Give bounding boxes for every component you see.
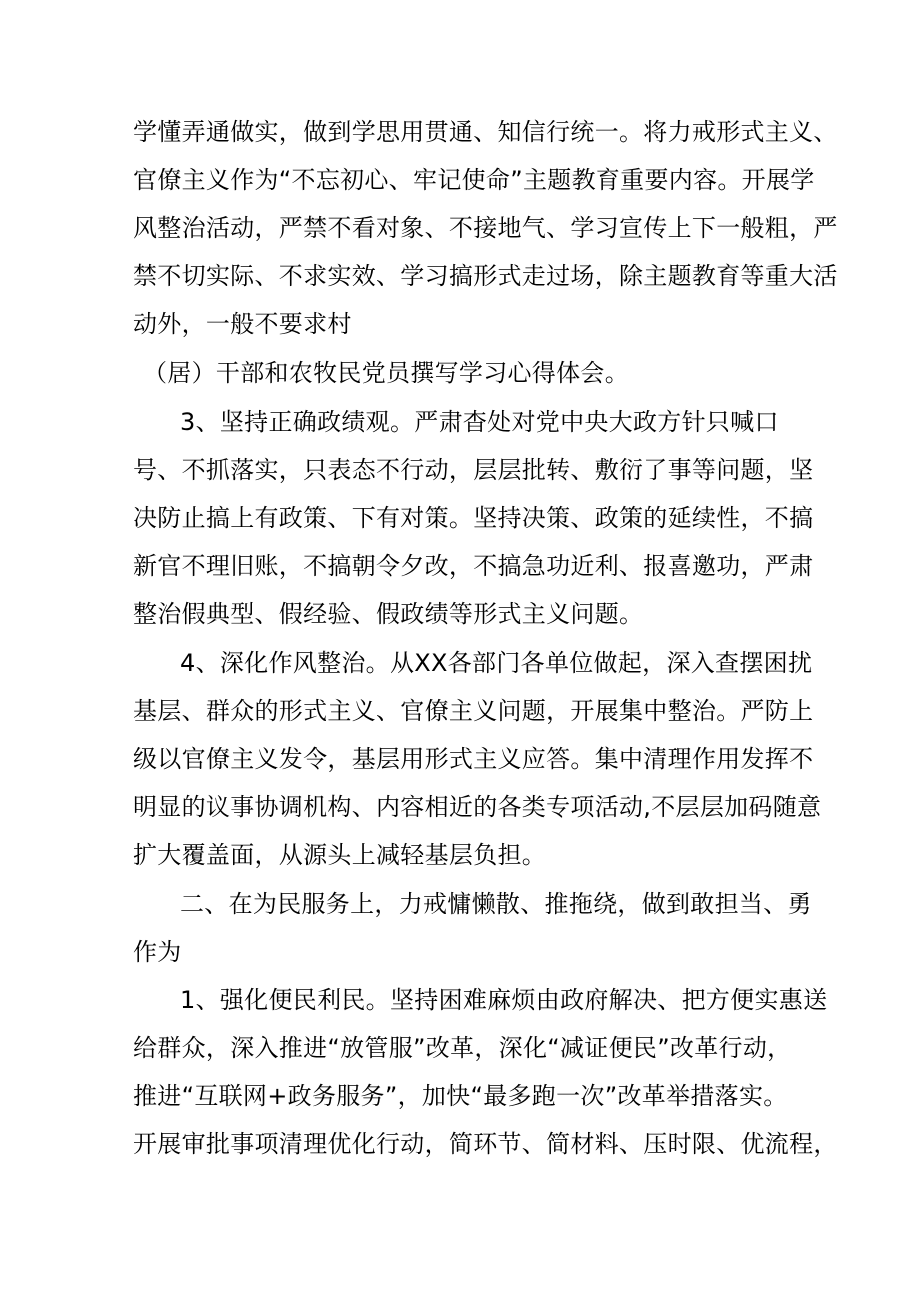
text-line: 开展审批事项清理优化行动，简环节、简材料、压时限、优流程，: [133, 1130, 838, 1158]
text-line: 号、不抓落实，只表态不行动，层层批转、敷衍了事等问题，坚: [133, 456, 814, 484]
section-heading-2: 二、在为民服务上，力戒慵懒散、推拖绕，做到敢担当、勇: [180, 890, 812, 918]
text-line: 学懂弄通做实，做到学思用贯通、知信行统一。将力戒形式主义、: [133, 118, 838, 146]
text-line: 明显的议事协调机构、内容相近的各类专项活动,不层层加码随意: [133, 793, 822, 821]
text-line: 整治假典型、假经验、假政绩等形式主义问题。: [133, 600, 644, 628]
text-line: 推进“互联网+政务服务”，加快“最多跑一次”改革举措落实。: [133, 1082, 788, 1110]
text-line: 新官不理旧账，不搞朝令夕改，不搞急功近利、报喜邀功，严肃: [133, 552, 814, 580]
paragraph-heading-1: 1、强化便民利民。坚持困难麻烦由政府解决、把方便实惠送: [180, 986, 828, 1014]
text-line: 作为: [133, 938, 182, 966]
text-line: （居）干部和农牧民党员撰写学习心得体会。: [143, 359, 629, 387]
text-line: 风整治活动，严禁不看对象、不接地气、学习宣传上下一般粗，严: [133, 214, 838, 242]
text-line: 动外，一般不要求村: [133, 310, 352, 338]
paragraph-heading-3: 3、坚持正确政绩观。严肃杳处对党中央大政方针只喊口: [180, 408, 779, 436]
text-line: 基层、群众的形式主义、官僚主义问题，开展集中整治。严防上: [133, 697, 814, 725]
text-line: 决防止搞上有政策、下有对策。坚持决策、政策的延续性，不搞: [133, 504, 814, 532]
text-line: 扩大覆盖面，从源头上减轻基层负担。: [133, 841, 547, 869]
paragraph-heading-4: 4、深化作风整治。从XX各部门各单位做起，深入查摆困扰: [180, 649, 813, 677]
text-line: 给群众，深入推进“放管服”改革，深化“减证便民”改革行动，: [133, 1034, 792, 1062]
text-line: 官僚主义作为“不忘初心、牢记使命”主题教育重要内容。开展学: [133, 166, 815, 194]
text-line: 级以官僚主义发令，基层用形式主义应答。集中清理作用发挥不: [133, 745, 814, 773]
text-line: 禁不切实际、不求实效、学习搞形式走过场，除主题教育等重大活: [133, 262, 838, 290]
